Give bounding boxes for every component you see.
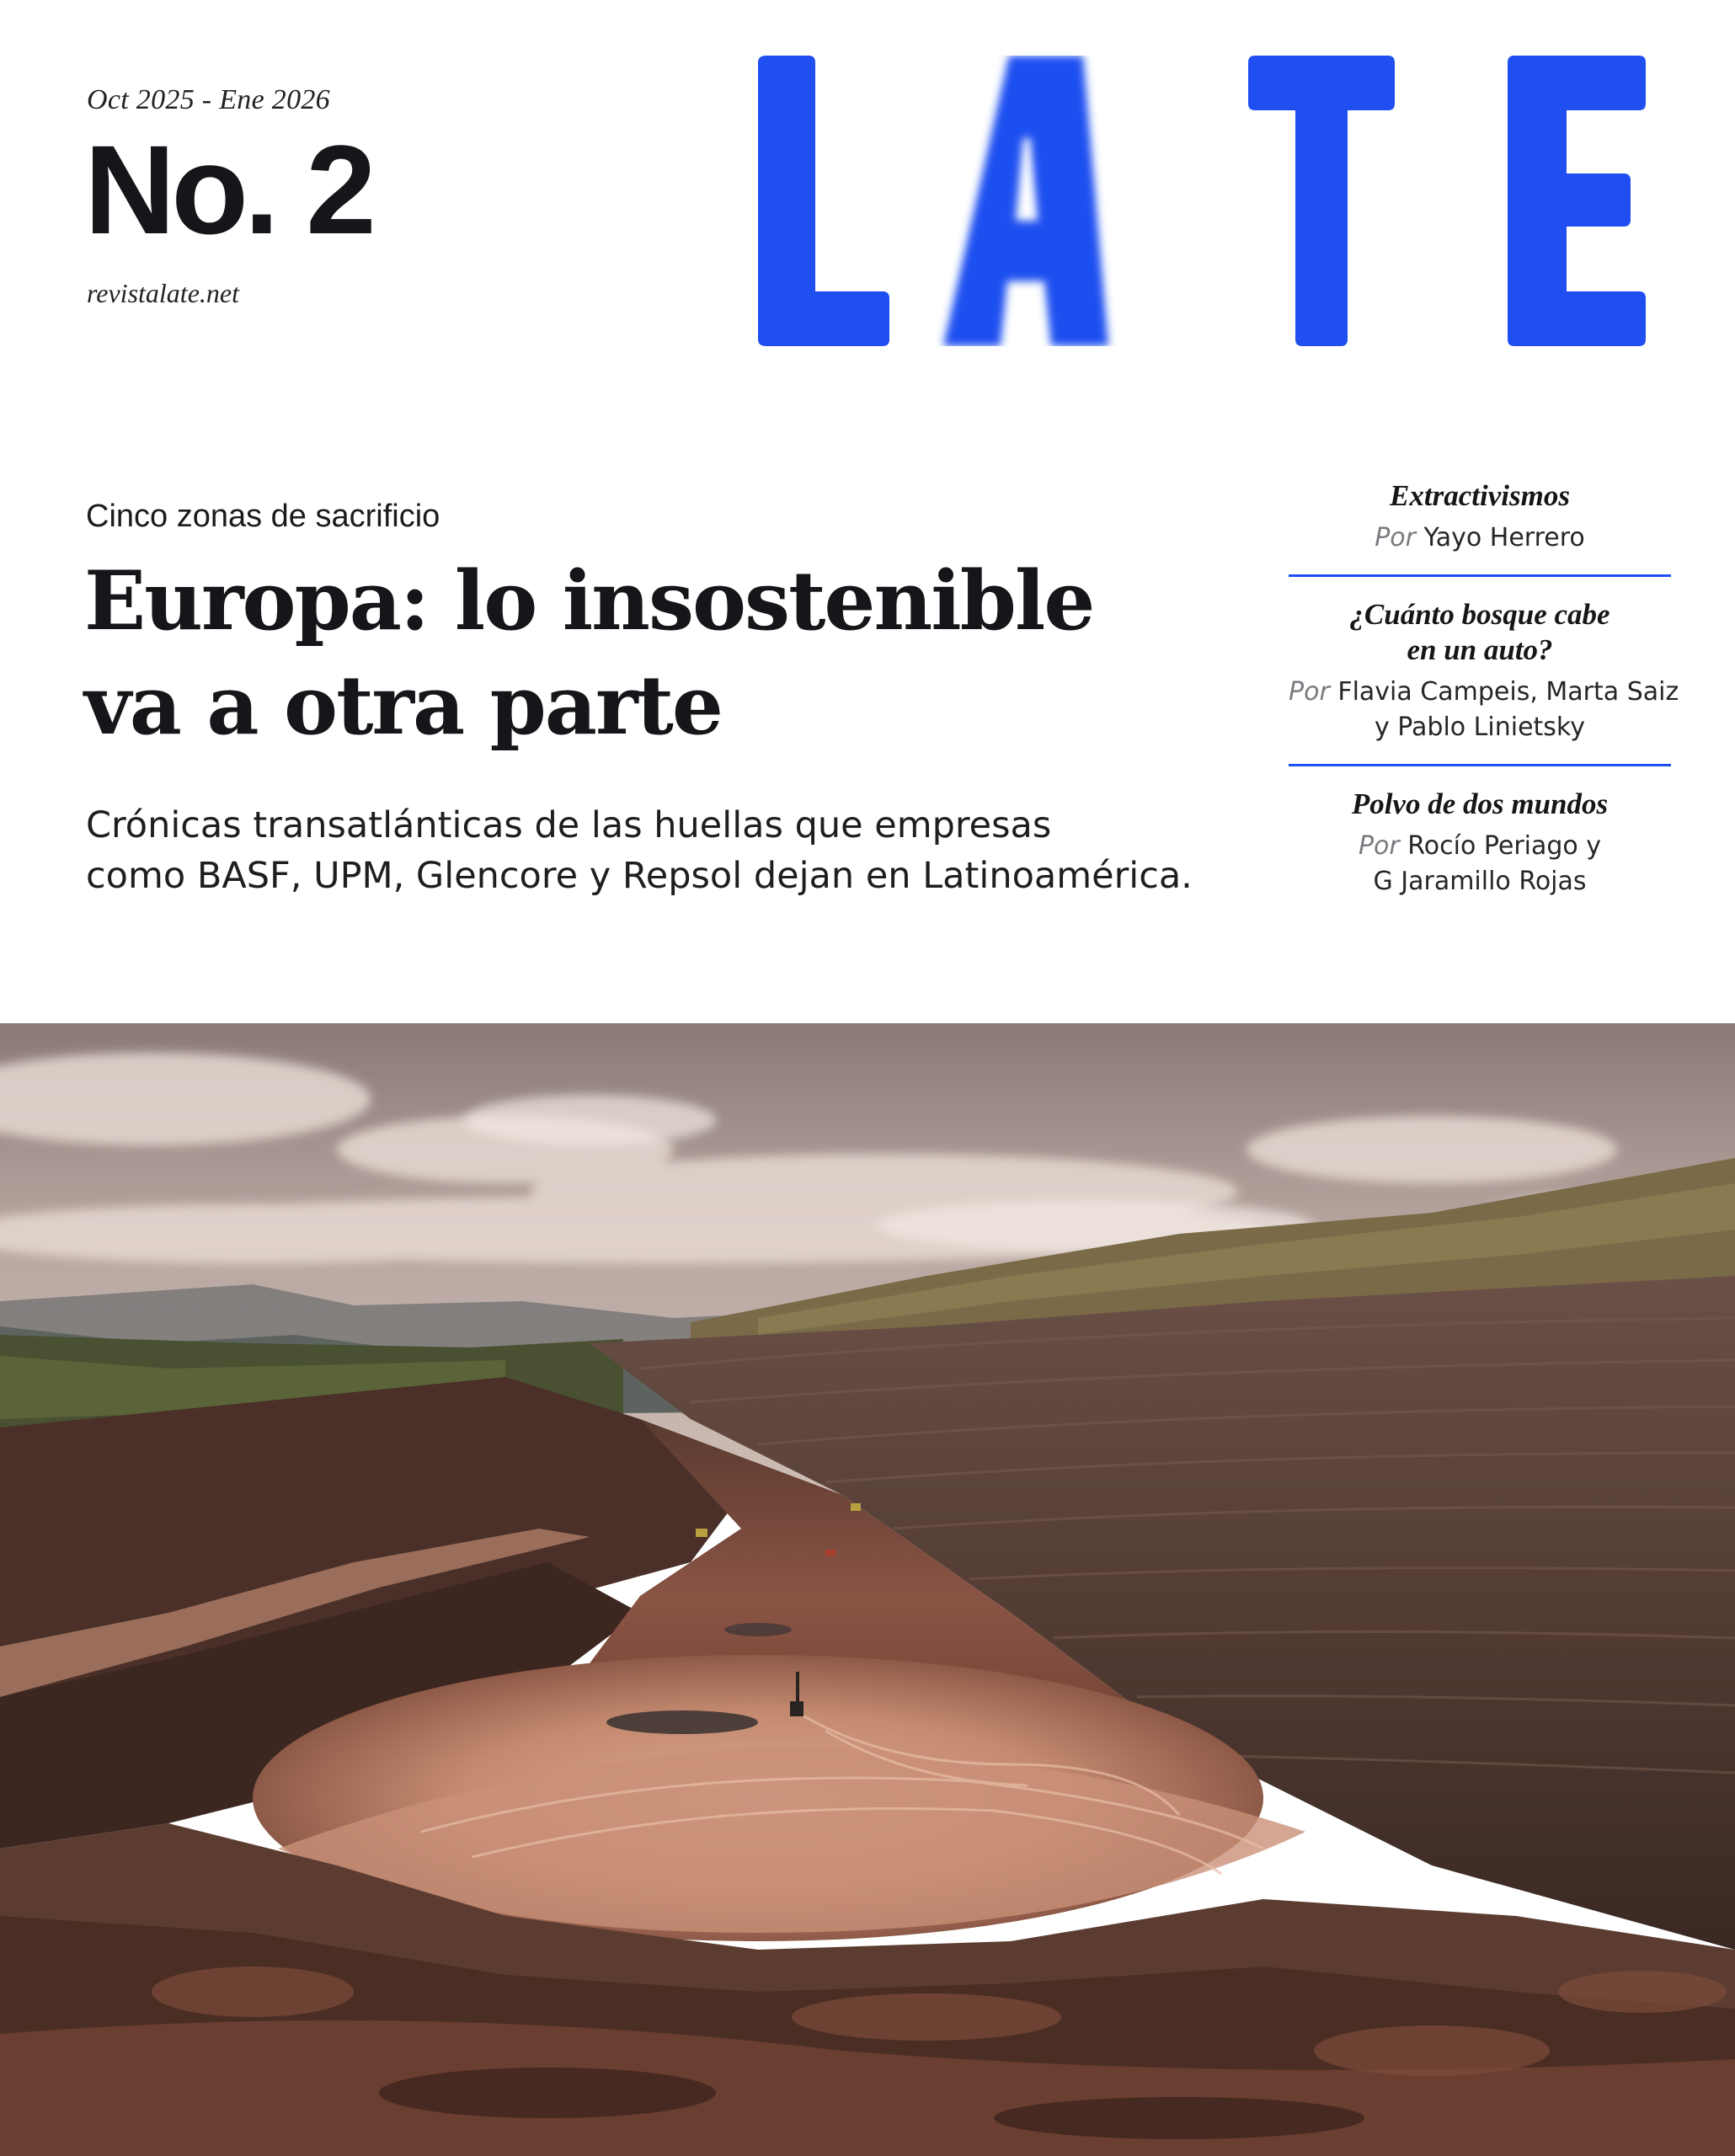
author-name: y Pablo Linietsky: [1375, 712, 1585, 742]
story-title: Polvo de dos mundos: [1351, 787, 1609, 820]
story-title: ¿Cuánto bosque cabe en un auto?: [1349, 598, 1610, 666]
logo-letter-a: [943, 56, 1108, 346]
magazine-logo[interactable]: [756, 56, 1649, 346]
by-label: Por: [1358, 831, 1400, 861]
author-name: Rocío Periago y: [1407, 831, 1602, 861]
issue-date: Oct 2025 - Ene 2026: [87, 84, 330, 115]
headline-line: Europa: lo insostenible: [84, 553, 1094, 648]
issue-number: No. 2: [84, 119, 372, 260]
deck-line: como BASF, UPM, Glencore y Repsol dejan en Latinoamérica.: [86, 855, 1193, 897]
divider: [1289, 764, 1671, 766]
logo-letter-e: [1508, 56, 1646, 346]
logo-letter-l: [758, 56, 889, 346]
story-cuanto-bosque[interactable]: [1289, 597, 1679, 745]
story-title: Extractivismos: [1390, 479, 1570, 512]
cover-photo: [0, 1023, 1735, 2156]
website-link[interactable]: revistalate.net: [87, 278, 239, 308]
divider: [1289, 574, 1671, 577]
author-name: Yayo Herrero: [1423, 523, 1585, 552]
logo-letter-t: [1248, 56, 1395, 346]
story-byline: [1289, 520, 1671, 556]
story-byline: [1289, 829, 1671, 899]
cover-story-kicker: Cinco zonas de sacrificio: [86, 499, 440, 534]
contents-sidebar: [1289, 478, 1679, 899]
cover-deck: [86, 800, 1299, 901]
story-byline: [1289, 675, 1679, 745]
deck-line: Crónicas transatlánticas de las huellas que empresas: [86, 804, 1052, 846]
cover-headline[interactable]: [84, 549, 1263, 758]
mine-landscape-image: [0, 1023, 1735, 2156]
author-name: G Jaramillo Rojas: [1373, 867, 1587, 896]
by-label: Por: [1289, 677, 1330, 707]
by-label: Por: [1375, 523, 1416, 552]
story-extractivismos[interactable]: [1289, 478, 1671, 556]
author-name: Flavia Campeis, Marta Saiz: [1337, 677, 1679, 707]
headline-line: va a otra parte: [84, 658, 722, 753]
story-polvo-dos-mundos[interactable]: [1289, 787, 1671, 899]
